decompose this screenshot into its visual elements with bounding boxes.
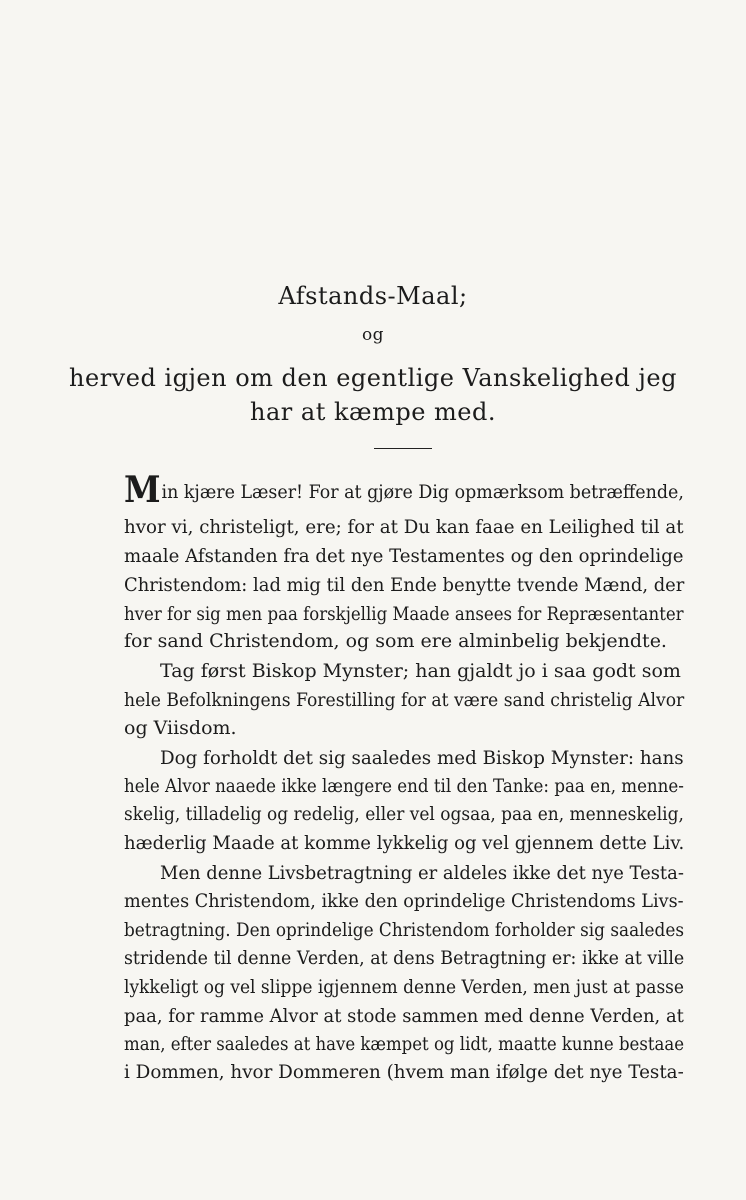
- text-line: betragtning. Den oprindelige Christendom forholder sig saaledes: [124, 919, 685, 941]
- drop-cap: M: [124, 469, 161, 511]
- text-line: hæderlig Maade at komme lykkelig og vel gjennem dette Liv.: [124, 832, 685, 854]
- text-line: Tag først Biskop Mynster; han gjaldt jo i saa godt som: [160, 660, 681, 682]
- text-line: lykkeligt og vel slippe igjennem denne Verden, men just at passe: [124, 976, 684, 998]
- text-line: hver for sig men paa forskjellig Maade ansees for Repræsentanter: [124, 603, 684, 625]
- chapter-title: Afstands-Maal;: [278, 282, 468, 310]
- line-text: in kjære Læser! For at gjøre Dig opmærksom betræffende,: [161, 481, 684, 503]
- title-conjunction: og: [361, 325, 385, 345]
- text-line: paa, for ramme Alvor at stode sammen med denne Verden, at: [124, 1005, 684, 1027]
- text-line: i Dommen, hvor Dommeren (hvem man ifølge det nye Testa-: [124, 1061, 684, 1083]
- text-line: mentes Christendom, ikke den oprindelige Christendoms Livs-: [124, 890, 684, 912]
- text-line: maale Afstanden fra det nye Testamentes og den oprindelige: [124, 545, 684, 567]
- chapter-subtitle-line-1: herved igjen om den egentlige Vanskelighed jeg: [69, 364, 677, 392]
- text-line: hvor vi, christeligt, ere; for at Du kan faae en Leilighed til at: [124, 516, 684, 538]
- text-line: hele Befolkningens Forestilling for at være sand christelig Alvor: [124, 689, 685, 711]
- text-line: Dog forholdt det sig saaledes med Biskop Mynster: hans: [160, 747, 684, 769]
- text-line: skelig, tilladelig og redelig, eller vel ogsaa, paa en, menneskelig,: [124, 803, 684, 825]
- text-line: hele Alvor naaede ikke længere end til den Tanke: paa en, menne-: [124, 775, 684, 797]
- text-line: stridende til denne Verden, at dens Betragtning er: ikke at ville: [124, 947, 685, 969]
- title-divider: [374, 448, 432, 449]
- chapter-subtitle-line-2: har at kæmpe med.: [250, 398, 496, 426]
- text-line: man, efter saaledes at have kæmpet og lidt, maatte kunne bestaae: [124, 1033, 685, 1055]
- text-line: for sand Christendom, og som ere alminbelig bekjendte.: [124, 630, 667, 652]
- text-line: [124, 469, 684, 511]
- text-line: Christendom: lad mig til den Ende benytte tvende Mænd, der: [124, 574, 685, 596]
- text-line: Men denne Livsbetragtning er aldeles ikke det nye Testa-: [160, 862, 684, 884]
- text-line: og Viisdom.: [124, 717, 237, 739]
